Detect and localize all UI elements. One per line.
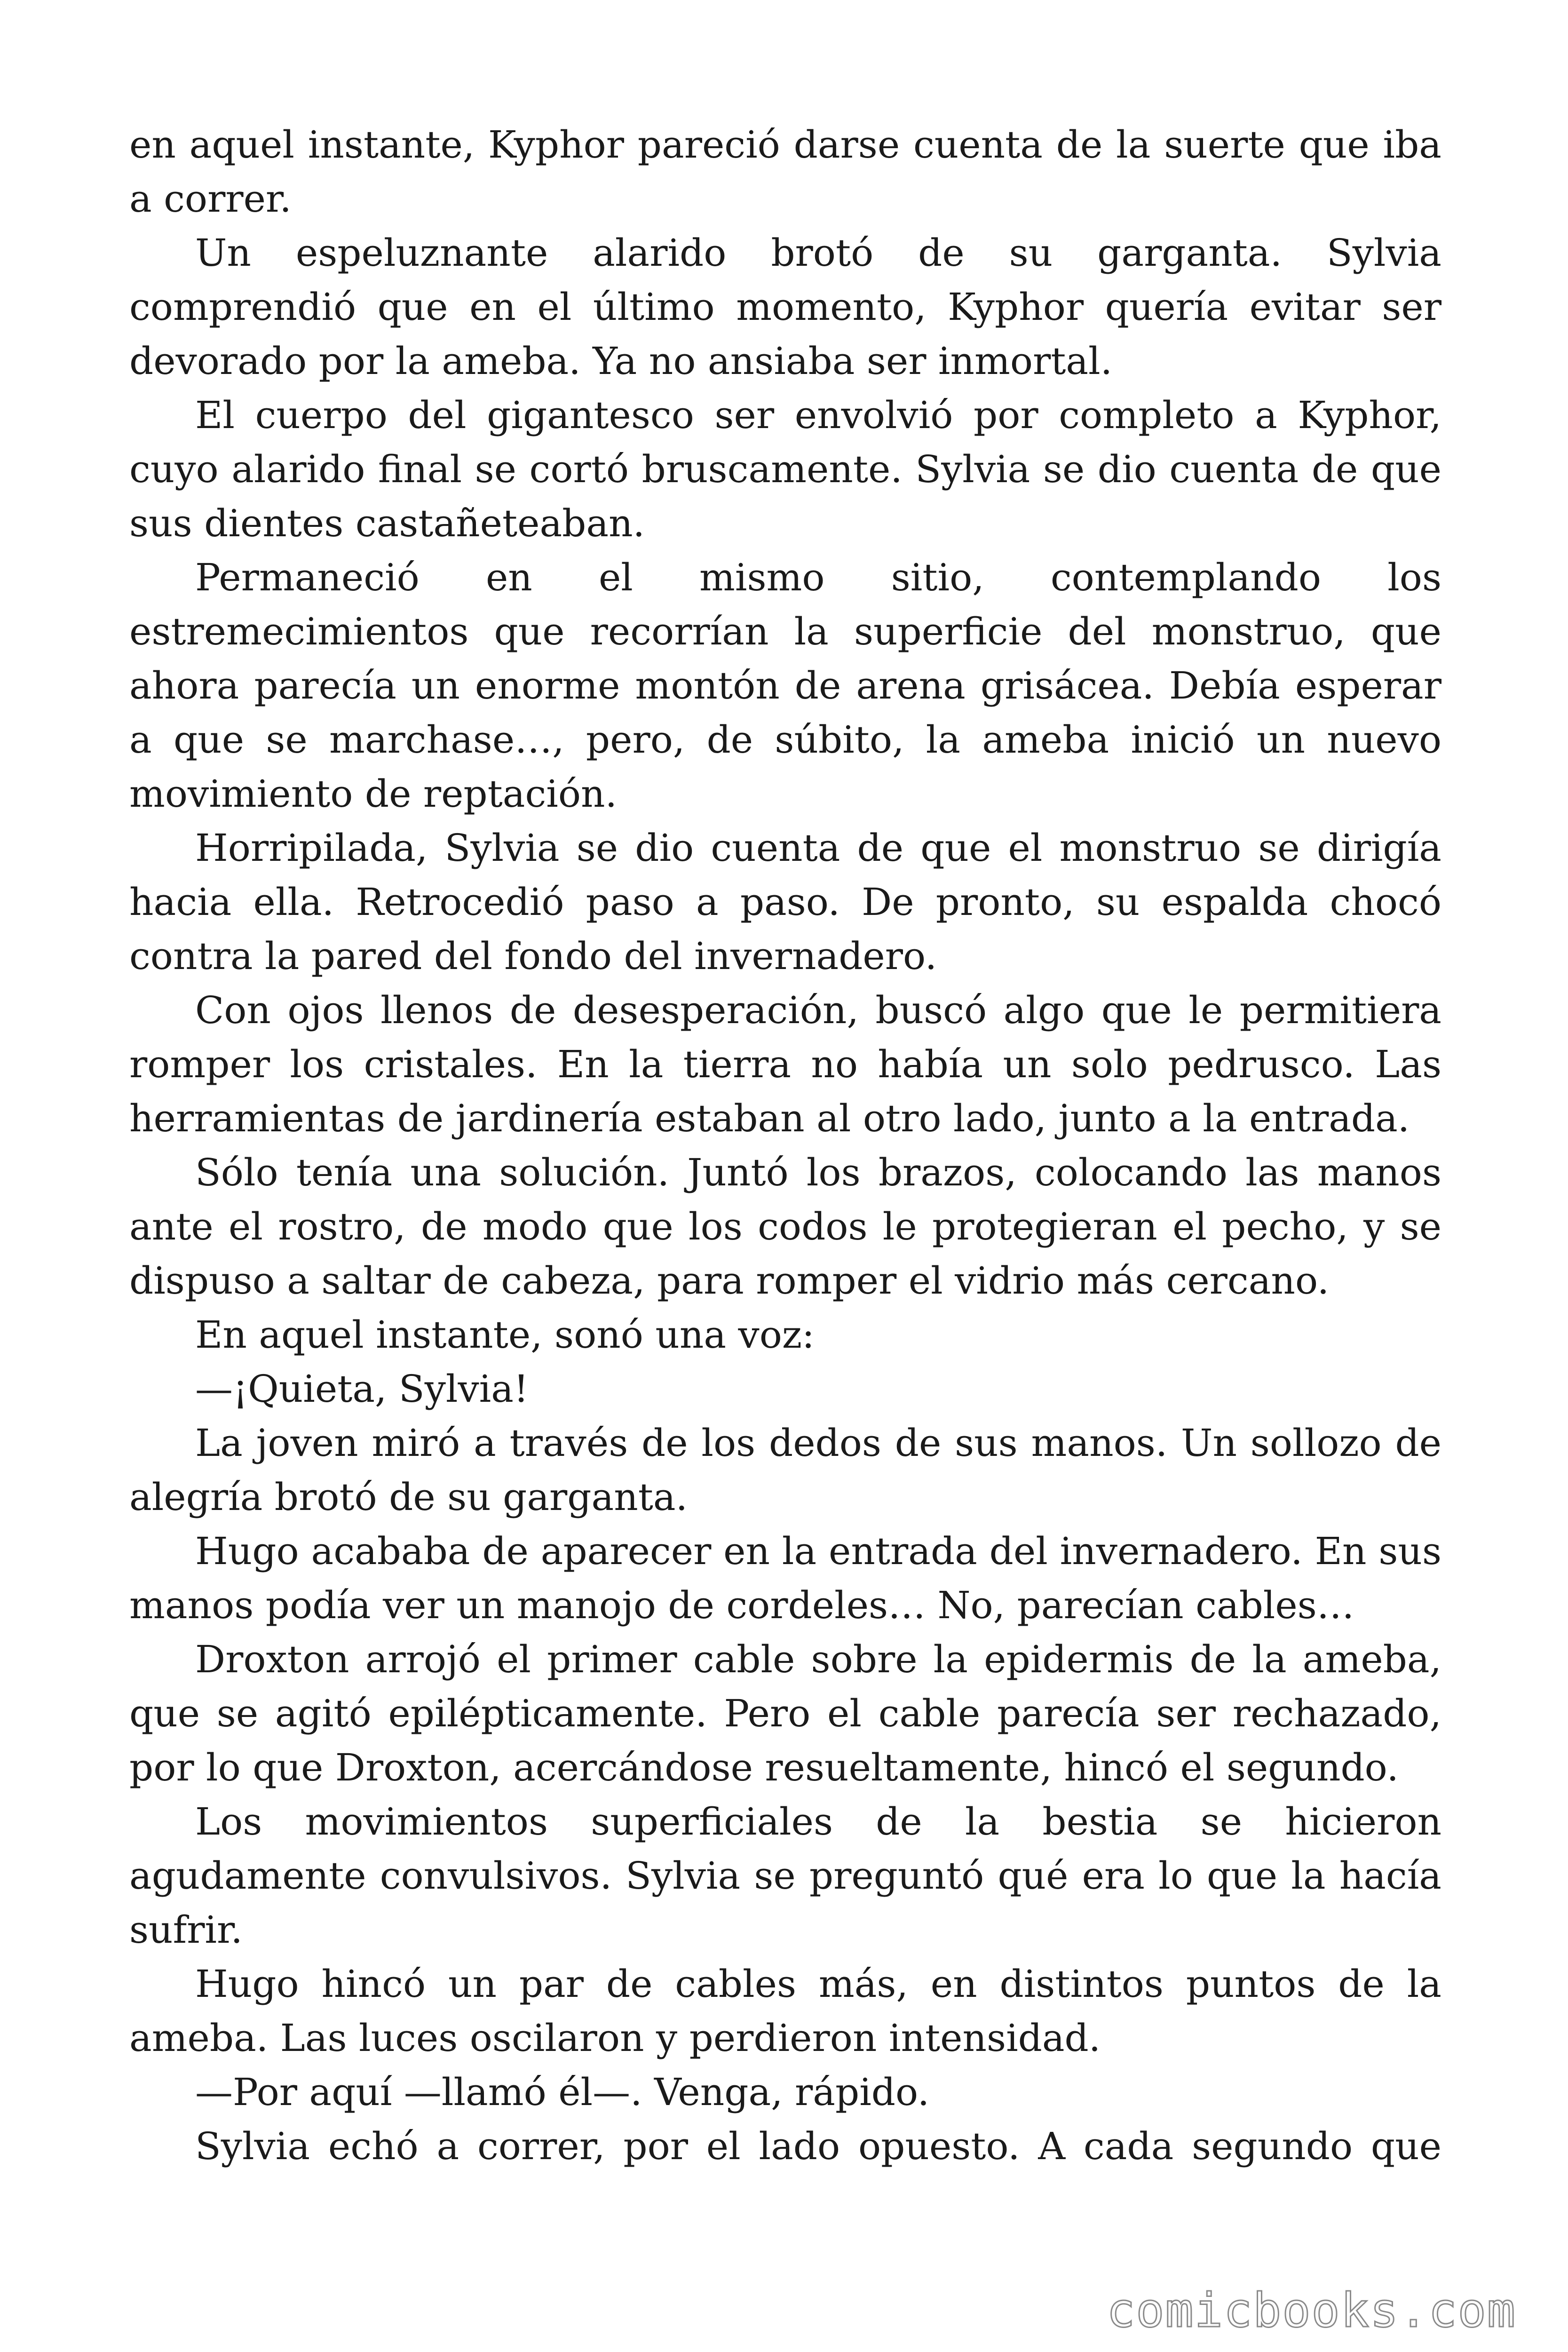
paragraph-3: El cuerpo del gigantesco ser envolvió por completo a Kyphor, cuyo alarido final se cortó bruscamente. Sylvia se dio cuenta de que sus dientes castañeteaban. xyxy=(129,393,1441,545)
paragraph-9: —¡Quieta, Sylvia! xyxy=(195,1367,529,1411)
paragraph-13: Los movimientos superficiales de la bestia se hicieron agudamente convulsivos. Sylvia se preguntó qué era lo que la hacía sufrir. xyxy=(129,1800,1441,1952)
paragraph-4: Permaneció en el mismo sitio, contemplando los estremecimientos que recorrían la superficie del monstruo, que ahora parecía un enorme montón de arena grisácea. Debía esperar a que se marchase…, pero, de súbito, la ameba inició un nuevo movimiento de reptación. xyxy=(129,556,1441,816)
book-page-text xyxy=(129,118,1441,2173)
paragraph-8: En aquel instante, sonó una voz: xyxy=(195,1313,815,1357)
paragraph-5: Horripilada, Sylvia se dio cuenta de que el monstruo se dirigía hacia ella. Retrocedió paso a paso. De pronto, su espalda chocó contra la pared del fondo del invernadero. xyxy=(129,826,1441,978)
paragraph-2: Un espeluznante alarido brotó de su garganta. Sylvia comprendió que en el último momento, Kyphor quería evitar ser devorado por la ameba. Ya no ansiaba ser inmortal. xyxy=(129,231,1441,383)
paragraph-14: Hugo hincó un par de cables más, en distintos puntos de la ameba. Las luces oscilaron y perdieron intensidad. xyxy=(129,1962,1441,2060)
paragraph-7: Sólo tenía una solución. Juntó los brazos, colocando las manos ante el rostro, de modo que los codos le protegieran el pecho, y se dispuso a saltar de cabeza, para romper el vidrio más cercano. xyxy=(129,1151,1441,1303)
paragraph-11: Hugo acababa de aparecer en la entrada del invernadero. En sus manos podía ver un manojo de cordeles… No, parecían cables… xyxy=(129,1529,1441,1627)
paragraph-10: La joven miró a través de los dedos de sus manos. Un sollozo de alegría brotó de su garganta. xyxy=(129,1421,1441,1519)
paragraph-6: Con ojos llenos de desesperación, buscó algo que le permitiera romper los cristales. En la tierra no había un solo pedrusco. Las herramientas de jardinería estaban al otro lado, junto a la entrada. xyxy=(129,988,1441,1140)
watermark: comicbooks.com xyxy=(1107,2283,1516,2338)
paragraph-15: —Por aquí —llamó él—. Venga, rápido. xyxy=(195,2070,930,2114)
paragraph-12: Droxton arrojó el primer cable sobre la epidermis de la ameba, que se agitó epilépticamente. Pero el cable parecía ser rechazado, por lo que Droxton, acercándose resueltamente, hincó el segundo. xyxy=(129,1637,1441,1789)
paragraph-16: Sylvia echó a correr, por el lado opuesto. A cada segundo que xyxy=(195,2124,1441,2168)
paragraph-1: en aquel instante, Kyphor pareció darse cuenta de la suerte que iba a correr. xyxy=(129,123,1441,221)
